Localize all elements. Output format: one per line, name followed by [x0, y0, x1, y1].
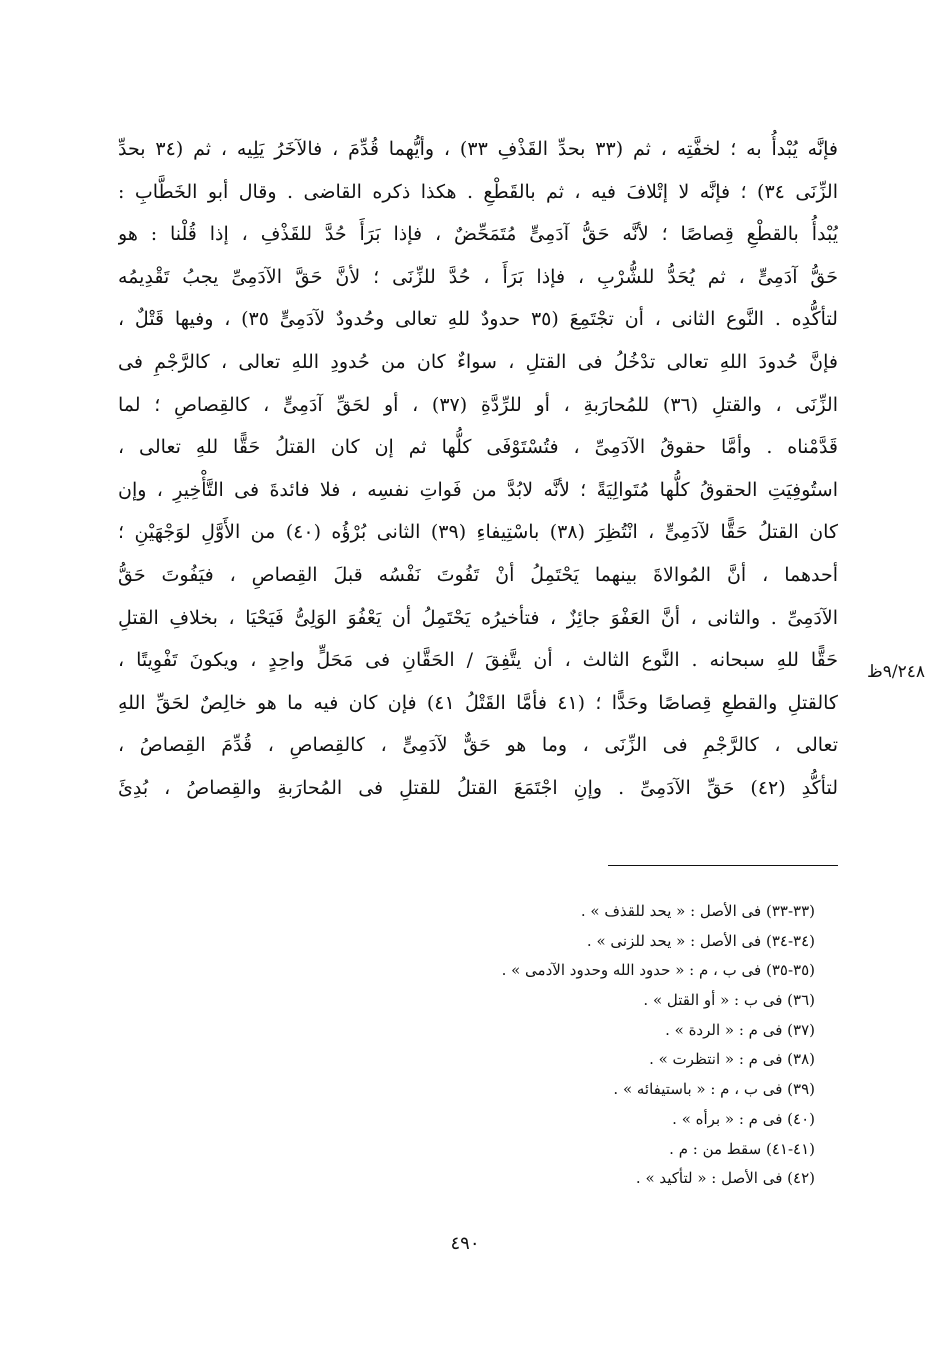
- footnote-item: (٣٦) فى ب : « أو القتل » .: [643, 991, 815, 1010]
- text-line-12: الآدَمِىِّ . والثانى ، أنَّ العَفْوَ جائِزٌ ، فتأخيرُه يَحْتَمِلُ أن يَعْفُوَ الوَلِىُّ فَيَحْيَا ، بخلافِ القتلِ: [118, 606, 838, 629]
- footnotes-block: [300, 897, 815, 1194]
- text-line-16: لتأكُّدِ (٤٢) حَقِّ الآدَمِىِّ . وإنِ اجْتَمَعَ القتلُ للقتلِ فى المُحارَبةِ والقِصاصُ ، بُدِئَ: [118, 776, 838, 799]
- text-line-2: الزِّنَى ٣٤) ؛ فإنَّه لا إتْلافَ فيه ، ثم بالقَطْعِ . هكذا ذكره القاضى . وقال أبو الخَطَّابِ :: [118, 180, 838, 203]
- text-line-9: استُوفِيَتِ الحقوقُ كلُّها مُتَوالِيَةً ؛ لأنَّه لابُدَّ من فَواتِ نفسِه ، فلا فائدةَ فى التَّأْخِيرِ ، وإن: [118, 478, 838, 501]
- text-line-10: كان القتلُ حَقًّا لآدَمِىٍّ ، انْتُظِرَ (٣٨) باسْتِيفاءِ (٣٩) الثانى بُرْؤُه (٤٠) من الأَوَّلِ لوَجْهَيْنِ ؛: [118, 521, 838, 544]
- footnote-item: (٤١-٤١) سقط من : م .: [669, 1139, 815, 1158]
- manuscript-folio-note: ٩/٢٤٨ظ: [867, 662, 925, 682]
- footnote-item: (٤٠) فى م : « برأه » .: [672, 1109, 815, 1128]
- main-text-block: [118, 128, 838, 810]
- text-line-8: قَدَّمْناه . وأمَّا حقوقُ الآدَمِىِّ ، فتُسْتَوْفَى كلُّها ثم إن كان القتلُ حَقًّا للهِ تعالى ،: [118, 436, 838, 459]
- text-line-11: أحدهما ، أنَّ المُوالاةَ بينهما يَحْتَمِلُ أنْ تَفُوتَ نَفْسُه قبلَ القِصاصِ ، فيَفُوتَ حَقُّ: [118, 563, 838, 586]
- footnote-item: (٣٧) فى م : « الردة » .: [665, 1020, 815, 1039]
- footnote-item: (٣٨) فى م : « انتظرت » .: [649, 1050, 815, 1069]
- text-line-13: حَقًّا للهِ سبحانه . النَّوع الثالث ، أن يتَّفِقَ / الحَقَّانِ فى مَحَلٍّ واحِدٍ ، ويكونَ تَفْوِيتًا ،: [118, 649, 838, 672]
- text-line-3: يُبْدأُ بالقطْعِ قِصاصًا ؛ لأنَّه حَقُّ آدَمِىٍّ مُتَمَحِّضٌ ، فإذا بَرَأَ حُدَّ للقَذْفِ ، إذا قُلْنا : هو: [118, 223, 838, 246]
- footnote-item: (٤٢) فى الأصل : « لتأكيد » .: [635, 1169, 815, 1188]
- text-line-1: فإنَّه يُبْدأُ به ؛ لخفَّتِه ، ثم (٣٣ بحدِّ القَذْفِ ٣٣) ، وأيُّهما قُدِّمَ ، فالآخَرُ يَلِيه ، ثم (٣٤ بحدِّ: [118, 138, 838, 160]
- footnote-item: (٣٣-٣٣) فى الأصل : « يحد للقذف » .: [580, 902, 815, 920]
- footnote-separator: [608, 865, 838, 866]
- text-line-6: فإنَّ حُدودَ اللهِ تعالى تدْخُلُ فى القتلِ ، سواءٌ كان من حُدودِ اللهِ تعالى ، كالرَّجْمِ فى: [118, 350, 838, 373]
- text-line-15: تعالى ، كالرَّجْمِ فى الزِّنَى ، وما هو حَقٌّ لآدَمِىٍّ ، كالقِصاصِ ، قُدِّمَ القِصاصُ ،: [118, 734, 838, 757]
- page-number: ٤٩٠: [450, 1233, 480, 1254]
- text-line-14: كالقتلِ والقطعِ قِصاصًا وحَدًّا ؛ (٤١ فأمَّا القَتْلُ ٤١) فإن كان فيه ما هو خالِصٌ لحَقِّ اللهِ: [118, 691, 838, 714]
- footnote-item: (٣٤-٣٤) فى الأصل : « يحد للزنى » .: [586, 931, 815, 950]
- footnote-item: (٣٥-٣٥) فى ب ، م : « حدود الله وحدود الآدمى » .: [501, 961, 815, 980]
- text-line-7: الزِّنَى ، والقتلِ (٣٦) للمُحارَبةِ ، أو للرِّدَّةِ (٣٧) ، أو لحَقِّ آدَمِىٍّ ، كالقِصاصِ ؛ لما: [118, 393, 838, 416]
- text-line-4: حَقُّ آدَمِىٍّ ، ثم يُحَدُّ للشُّرْبِ ، فإذا بَرَأَ ، حُدَّ للزِّنَى ؛ لأنَّ حَقَّ الآدَمِىِّ يجبُ تَقْدِيمُه: [118, 265, 838, 288]
- footnote-item: (٣٩) فى ب ، م : « باستيفائه » .: [613, 1080, 815, 1099]
- text-line-5: لتأكُّدِه . النَّوع الثانى ، أن تجْتَمِعَ (٣٥ حدودٌ للهِ تعالى وحُدودٌ لآدَمِىٍّ ٣٥) ، وفيها قَتْلٌ ،: [118, 308, 838, 331]
